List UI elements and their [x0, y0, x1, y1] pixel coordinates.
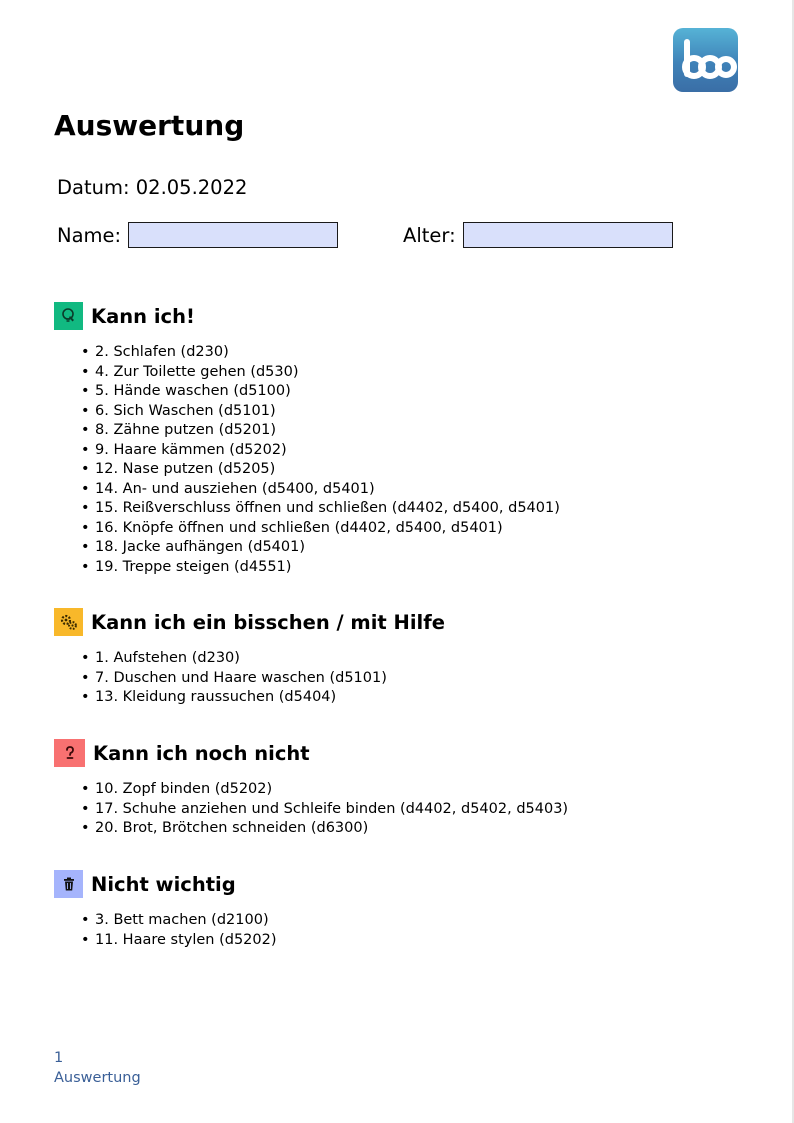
section-can — [54, 302, 560, 577]
list-item: • 8. Zähne putzen (d5201) — [81, 421, 560, 441]
footer-label: Auswertung — [54, 1070, 141, 1086]
section-unimportant — [54, 870, 277, 950]
list-item: • 20. Brot, Brötchen schneiden (d6300) — [81, 819, 568, 839]
section-partial-title: Kann ich ein bisschen / mit Hilfe — [91, 610, 445, 634]
section-can-header — [54, 302, 560, 330]
name-label: Name: — [57, 223, 122, 247]
section-unimportant-header — [54, 870, 277, 898]
list-item: • 2. Schlafen (d230) — [81, 343, 560, 363]
section-cannot-title: Kann ich noch nicht — [93, 741, 310, 765]
section-unimportant-title: Nicht wichtig — [91, 872, 236, 896]
section-cannot — [54, 739, 568, 839]
age-row — [403, 222, 673, 248]
list-item: • 15. Reißverschluss öffnen und schließen (d4402, d5400, d5401) — [81, 499, 560, 519]
list-item: • 19. Treppe steigen (d4551) — [81, 558, 560, 578]
list-item: • 3. Bett machen (d2100) — [81, 911, 277, 931]
list-item: • 13. Kleidung raussuchen (d5404) — [81, 688, 445, 708]
date-line — [57, 176, 247, 200]
name-row — [57, 222, 338, 248]
page-footer — [54, 1048, 141, 1088]
section-cannot-list — [81, 780, 568, 839]
list-item: • 1. Aufstehen (d230) — [81, 649, 445, 669]
age-field[interactable] — [463, 222, 673, 248]
list-item: • 12. Nase putzen (d5205) — [81, 460, 560, 480]
section-partial-header — [54, 608, 445, 636]
lightbulb-icon — [54, 302, 83, 330]
list-item: • 9. Haare kämmen (d5202) — [81, 441, 560, 461]
list-item: • 5. Hände waschen (d5100) — [81, 382, 560, 402]
age-label: Alter: — [403, 223, 456, 247]
section-can-list — [81, 343, 560, 577]
list-item: • 10. Zopf binden (d5202) — [81, 780, 568, 800]
date-value: 02.05.2022 — [135, 176, 248, 199]
page-number: 1 — [54, 1050, 64, 1066]
list-item: • 16. Knöpfe öffnen und schließen (d4402, d5400, d5401) — [81, 519, 560, 539]
date-label: Datum: — [57, 176, 130, 199]
section-partial — [54, 608, 445, 708]
list-item: • 6. Sich Waschen (d5101) — [81, 402, 560, 422]
gears-icon — [54, 608, 83, 636]
name-field[interactable] — [128, 222, 338, 248]
list-item: • 4. Zur Toilette gehen (d530) — [81, 363, 560, 383]
question-icon — [54, 739, 85, 767]
section-cannot-header — [54, 739, 568, 767]
section-unimportant-list — [81, 911, 277, 950]
list-item: • 14. An- und ausziehen (d5400, d5401) — [81, 480, 560, 500]
section-partial-list — [81, 649, 445, 708]
logo-glyph-icon — [673, 28, 738, 92]
boo-logo — [673, 28, 738, 92]
section-can-title: Kann ich! — [91, 304, 195, 328]
list-item: • 17. Schuhe anziehen und Schleife binden (d4402, d5402, d5403) — [81, 800, 568, 820]
trash-icon — [54, 870, 83, 898]
list-item: • 11. Haare stylen (d5202) — [81, 931, 277, 951]
page-title: Auswertung — [54, 109, 245, 142]
list-item: • 7. Duschen und Haare waschen (d5101) — [81, 669, 445, 689]
list-item: • 18. Jacke aufhängen (d5401) — [81, 538, 560, 558]
